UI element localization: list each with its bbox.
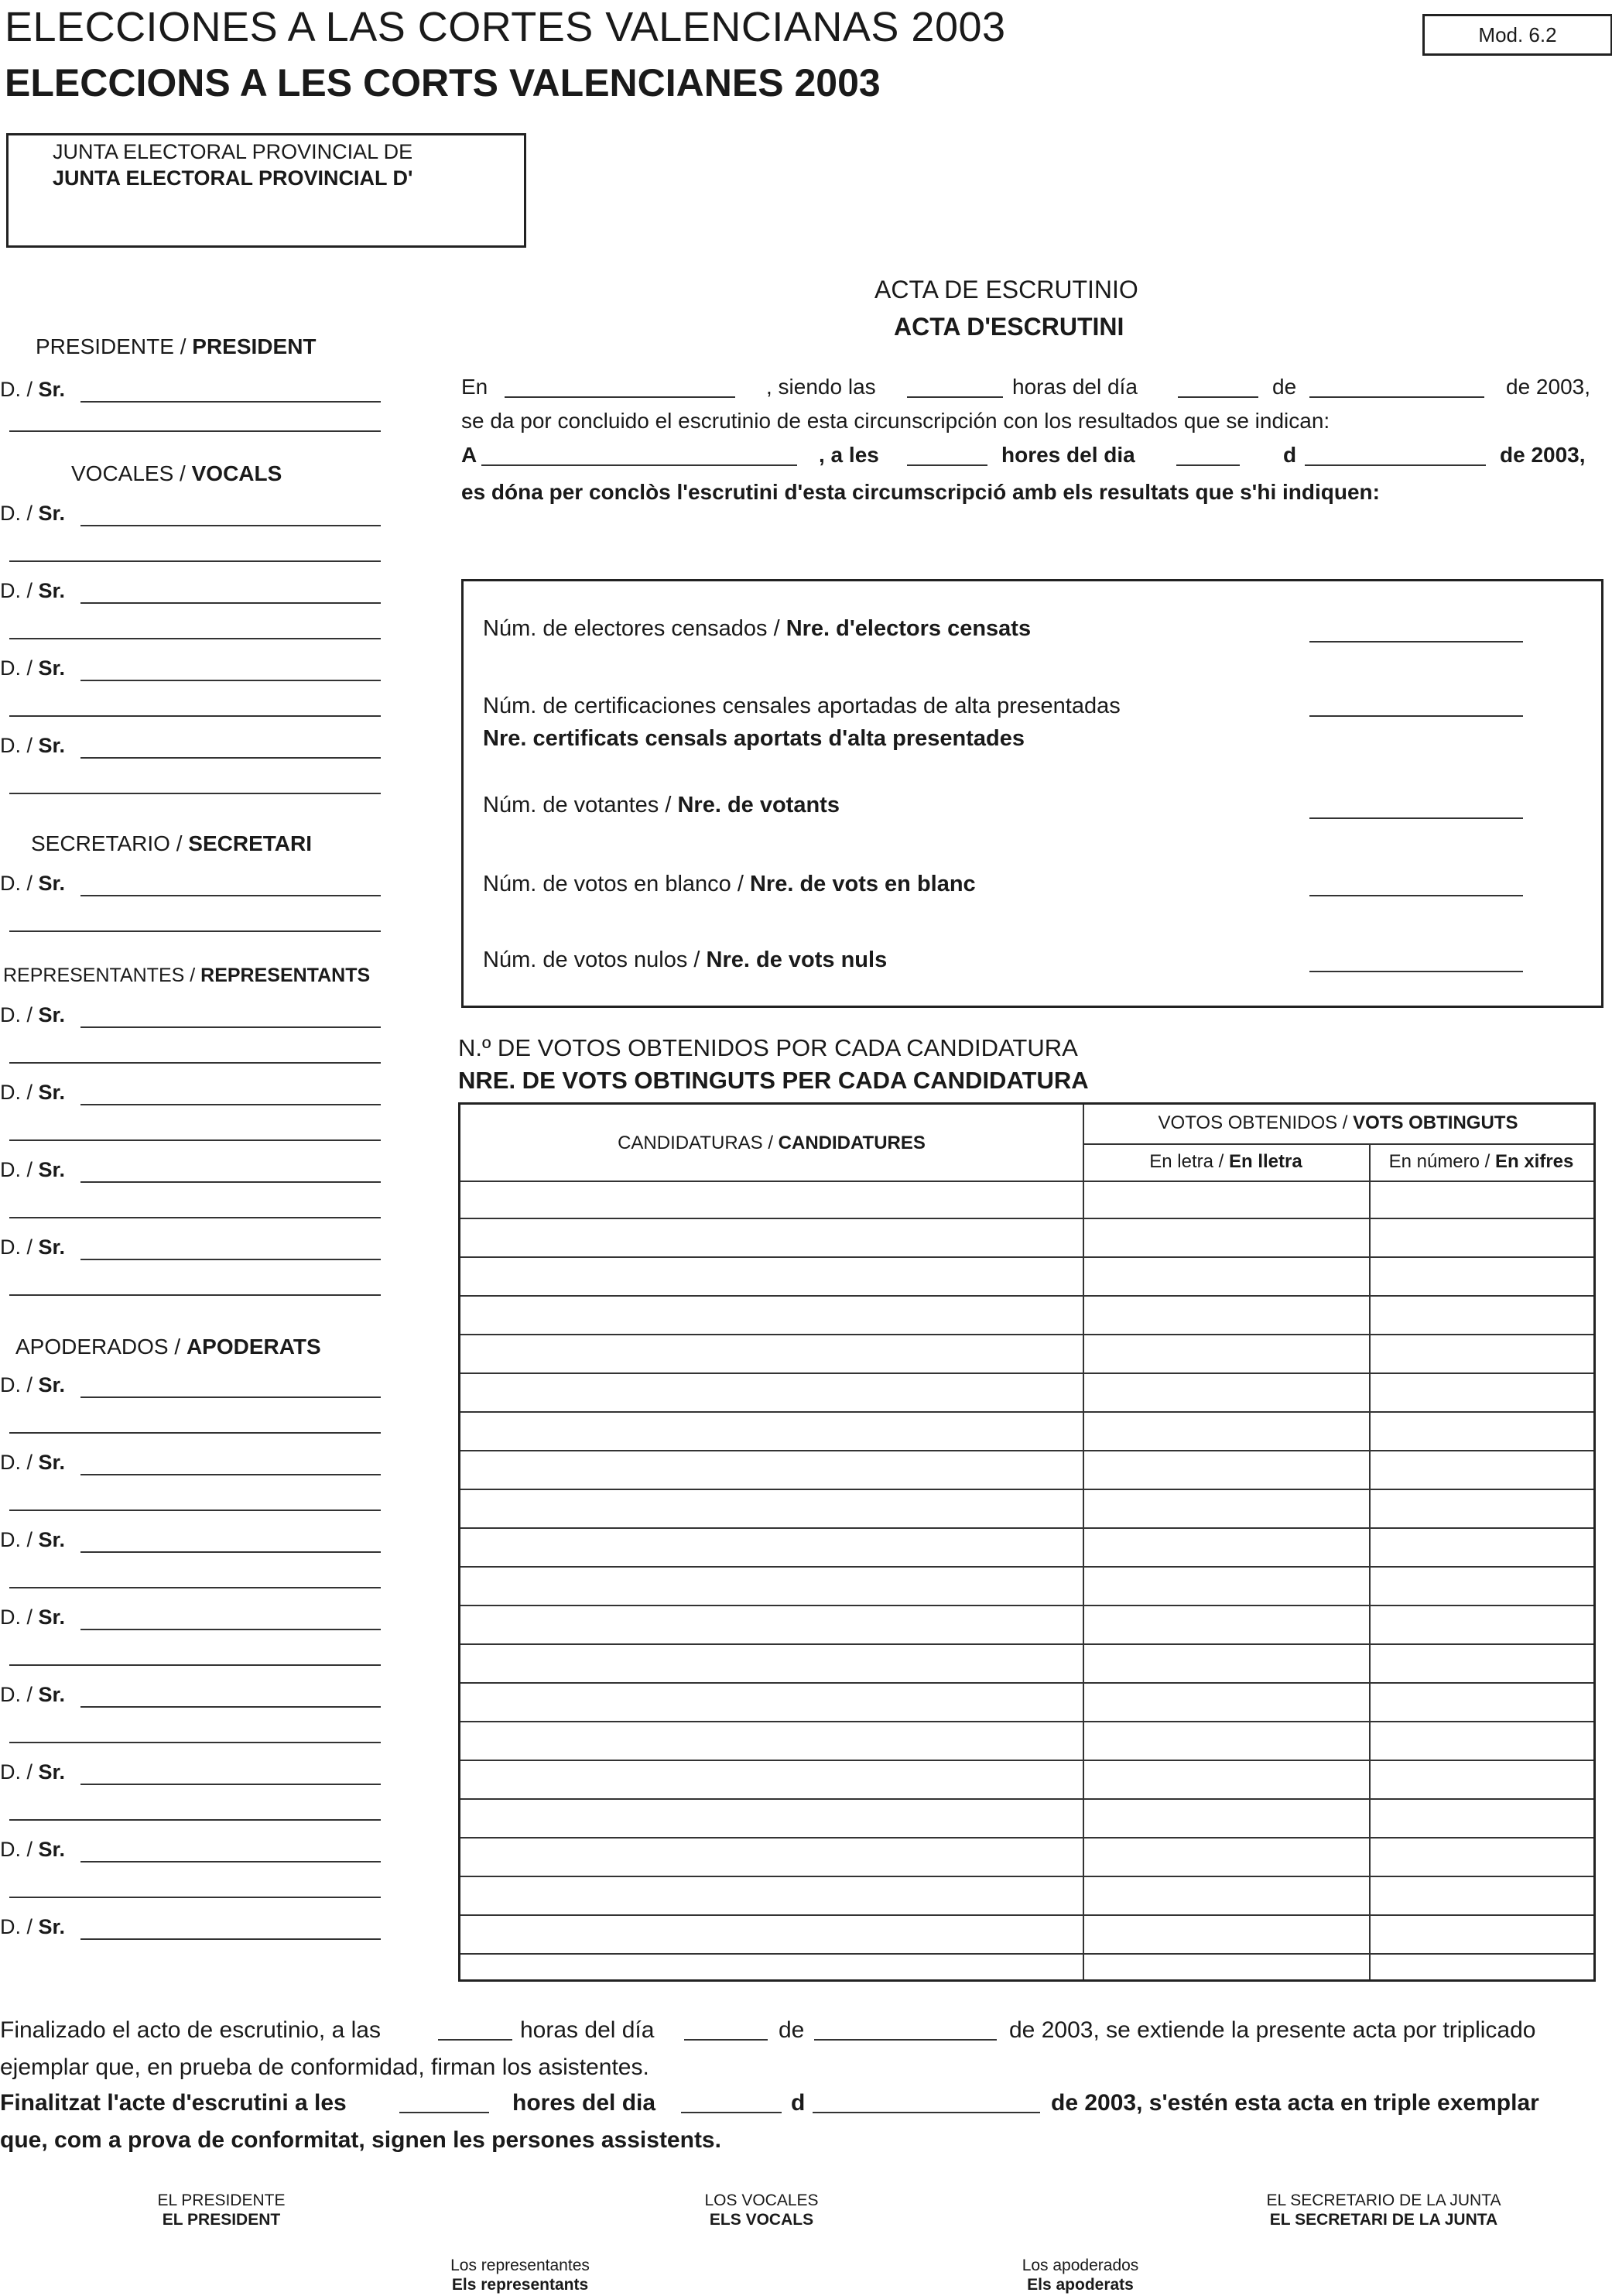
total-label: Núm. de votos nulos / Nre. de vots nuls [483, 948, 888, 972]
col-letter-header: En letra / En lletra [1149, 1151, 1302, 1172]
role-representantes: REPRESENTANTES / REPRESENTANTS [3, 965, 371, 986]
role-president: PRESIDENTE / PRESIDENT [36, 334, 317, 358]
footer-text: hores del dia [512, 2090, 656, 2116]
place-field-va[interactable] [481, 464, 797, 466]
acta-text: horas del día [1012, 375, 1138, 399]
signature-row-apoderado[interactable]: D. / Sr. [0, 1451, 381, 1482]
signature-row-representante[interactable]: D. / Sr. [0, 1235, 381, 1266]
acta-text: hores del dia [1001, 443, 1135, 467]
signature-row-apoderado[interactable]: D. / Sr. [0, 1373, 381, 1404]
model-number: Mod. 6.2 [1422, 14, 1612, 56]
total-label: Núm. de votantes / Nre. de votants [483, 793, 840, 817]
signature-row-apoderado[interactable]: D. / Sr. [0, 1915, 381, 1946]
role-secretario: SECRETARIO / SECRETARI [31, 831, 313, 855]
signature-row-representante[interactable]: D. / Sr. [0, 1081, 381, 1112]
signature-row-apoderado[interactable]: D. / Sr. [0, 1605, 381, 1636]
signature-row-president[interactable]: D. / Sr. [0, 378, 381, 409]
signature-vocales: LOS VOCALES ELS VOCALS [704, 2191, 819, 2229]
col-number-header: En número / En xifres [1388, 1151, 1574, 1172]
signature-apoderados: Los apoderados Els apoderats [1022, 2257, 1139, 2294]
signature-row-apoderado[interactable]: D. / Sr. [0, 1683, 381, 1714]
signature-row-vocal[interactable]: D. / Sr. [0, 579, 381, 610]
footer-text: de [779, 2017, 805, 2043]
footer-text: ejemplar que, en prueba de conformidad, firman los asistentes. [0, 2054, 649, 2080]
footer-text: que, com a prova de conformitat, signen les persones assistents. [0, 2127, 721, 2153]
total-label: Núm. de votos en blanco / Nre. de vots en blanc [483, 872, 976, 896]
acta-text: de [1272, 375, 1297, 399]
footer-month-field-va[interactable] [813, 2112, 1040, 2113]
footer-text: Finalitzat l'acte d'escrutini a les [0, 2090, 347, 2116]
acta-text: , a les [819, 443, 879, 467]
role-vocales: VOCALES / VOCALS [71, 461, 282, 485]
footer-text: de 2003, se extiende la presente acta por triplicado [1009, 2017, 1536, 2043]
total-field[interactable] [1309, 715, 1523, 717]
total-field[interactable] [1309, 971, 1523, 972]
footer-month-field[interactable] [814, 2039, 997, 2041]
footer-hour-field-va[interactable] [399, 2112, 489, 2113]
day-field[interactable] [1178, 396, 1258, 398]
footer-day-field[interactable] [684, 2039, 768, 2041]
col-votes-header: VOTOS OBTENIDOS / VOTS OBTINGUTS [1158, 1112, 1518, 1133]
votes-heading-va: NRE. DE VOTS OBTINGUTS PER CADA CANDIDATURA [458, 1067, 1089, 1094]
col-candidatures-header: CANDIDATURAS / CANDIDATURES [618, 1133, 926, 1153]
hour-field[interactable] [907, 396, 1003, 398]
footer-text: Finalizado el acto de escrutinio, a las [0, 2017, 381, 2043]
total-field[interactable] [1309, 817, 1523, 819]
title-valencian: ELECCIONS A LES CORTS VALENCIANES 2003 [5, 61, 881, 105]
acta-text: se da por concluido el escrutinio de esta circunscripción con los resultados que se indican: [461, 409, 1330, 433]
total-field[interactable] [1309, 895, 1523, 896]
signature-row-representante[interactable]: D. / Sr. [0, 1003, 381, 1034]
junta-label-va: JUNTA ELECTORAL PROVINCIAL D' [53, 166, 413, 190]
footer-day-field-va[interactable] [681, 2112, 782, 2113]
month-field-va[interactable] [1305, 464, 1486, 466]
month-field[interactable] [1309, 396, 1484, 398]
signature-row-vocal[interactable]: D. / Sr. [0, 656, 381, 687]
signature-row-secretario[interactable]: D. / Sr. [0, 872, 381, 903]
junta-label-es: JUNTA ELECTORAL PROVINCIAL DE [53, 140, 413, 163]
votes-heading-es: N.º DE VOTOS OBTENIDOS POR CADA CANDIDATURA [458, 1034, 1078, 1061]
footer-text: d [791, 2090, 806, 2116]
signature-row-vocal[interactable]: D. / Sr. [0, 734, 381, 765]
total-field[interactable] [1309, 641, 1523, 643]
acta-text: d [1283, 443, 1297, 467]
acta-text: A [461, 443, 477, 467]
footer-hour-field[interactable] [438, 2039, 512, 2041]
acta-text: de 2003, [1500, 443, 1586, 467]
signature-president: EL PRESIDENTE EL PRESIDENT [157, 2191, 286, 2229]
acta-text: En [461, 375, 488, 399]
total-label: Núm. de certificaciones censales aportadas de alta presentadas [483, 694, 1121, 718]
day-field-va[interactable] [1176, 464, 1240, 466]
total-label: Nre. certificats censals aportats d'alta presentades [483, 726, 1025, 751]
signature-secretario: EL SECRETARIO DE LA JUNTA EL SECRETARI DE LA JUNTA [1266, 2191, 1501, 2229]
signature-row-apoderado[interactable]: D. / Sr. [0, 1760, 381, 1791]
title-spanish: ELECCIONES A LAS CORTES VALENCIANAS 2003 [5, 4, 1006, 50]
total-label: Núm. de electores censados / Nre. d'electors censats [483, 616, 1032, 641]
junta-box[interactable] [6, 133, 526, 248]
acta-text: , siendo las [766, 375, 876, 399]
acta-title-es: ACTA DE ESCRUTINIO [874, 276, 1138, 303]
signature-row-vocal[interactable]: D. / Sr. [0, 502, 381, 533]
acta-title-va: ACTA D'ESCRUTINI [894, 313, 1124, 341]
candidatures-table [458, 1102, 1596, 1982]
place-field[interactable] [505, 396, 735, 398]
footer-text: horas del día [520, 2017, 655, 2043]
signature-row-apoderado[interactable]: D. / Sr. [0, 1838, 381, 1869]
signature-representantes: Los representantes Els representants [450, 2257, 590, 2294]
signature-row-apoderado[interactable]: D. / Sr. [0, 1528, 381, 1559]
hour-field-va[interactable] [907, 464, 987, 466]
acta-text: de 2003, [1506, 375, 1590, 399]
footer-text: de 2003, s'estén esta acta en triple exemplar [1051, 2090, 1539, 2116]
acta-text: es dóna per conclòs l'escrutini d'esta circumscripció amb els resultats que s'hi indiquen: [461, 480, 1380, 504]
signature-row-representante[interactable]: D. / Sr. [0, 1158, 381, 1189]
role-apoderados: APODERADOS / APODERATS [15, 1335, 321, 1359]
